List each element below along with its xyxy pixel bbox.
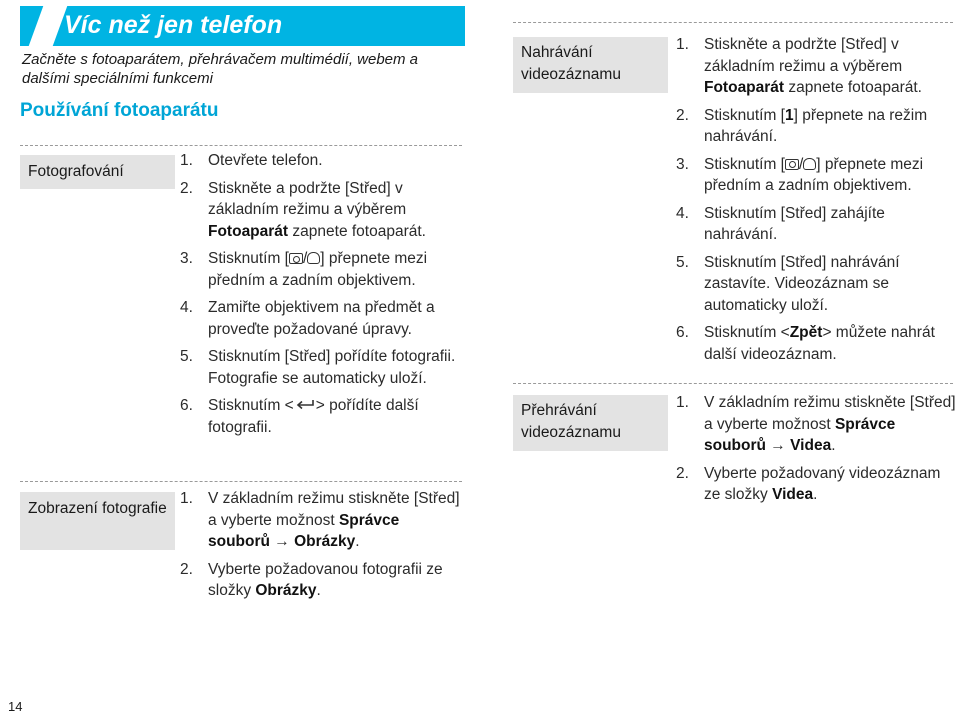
step-number: 5.	[180, 348, 193, 365]
page-number: 14	[8, 699, 23, 714]
step-text-part: .	[813, 486, 818, 503]
chapter-banner	[20, 6, 465, 46]
step-text-part: V základním režimu stiskněte [Střed] a vyberte možnost	[704, 394, 956, 433]
label-view-photo: Zobrazení fotografie	[20, 492, 175, 550]
step-item	[180, 248, 465, 291]
step-text-part: Stisknutím [	[704, 106, 785, 124]
back-arrow-icon	[294, 398, 316, 412]
step-text-part: .	[355, 533, 360, 550]
step-text	[208, 248, 465, 291]
step-text-part: .	[831, 437, 836, 454]
step-text-part: Stisknutím <	[208, 397, 294, 414]
section-title: Používání fotoaparátu	[20, 100, 219, 121]
menu-path-arrow: →	[766, 437, 791, 454]
chapter-intro: Začněte s fotoaparátem, přehrávačem multimédií, webem a dalšími speciálními funkcemi	[22, 51, 419, 87]
step-text-part: zapnete fotoaparát.	[784, 79, 922, 96]
step-item	[180, 346, 465, 389]
step-text-part: ] přepnete mezi předním a zadním objektivem.	[704, 155, 924, 194]
step-text-part: ] přepnete mezi předním a zadním objektivem.	[208, 250, 428, 289]
step-text-part: V základním režimu stiskněte [Střed] a vyberte možnost	[208, 490, 460, 529]
chapter-title: Víc než jen telefon	[64, 11, 283, 39]
step-text-part: .	[316, 582, 321, 599]
step-number: 6.	[180, 397, 193, 414]
step-item	[676, 34, 956, 99]
folder-videos: Videa	[772, 486, 814, 503]
step-text-part: zapnete fotoaparát.	[288, 222, 426, 240]
step-text-part: Vyberte požadovanou fotografii ze složky	[208, 560, 443, 599]
step-number: 5.	[676, 253, 689, 271]
icon-separator: /	[798, 155, 804, 173]
camera-icon	[785, 159, 799, 170]
step-number: 1.	[676, 394, 689, 411]
step-item	[676, 203, 956, 246]
label-play-video: Přehrávání videozáznamu	[513, 395, 668, 451]
divider	[513, 383, 953, 384]
label-record-video: Nahrávání videozáznamu	[513, 37, 668, 93]
menu-path-arrow: →	[270, 533, 295, 550]
step-text: Zamiřte objektivem na předmět a proveďte požadované úpravy.	[208, 299, 435, 338]
divider	[20, 145, 462, 146]
steps-play-video	[676, 392, 956, 512]
step-item	[180, 488, 465, 553]
step-item	[676, 252, 956, 317]
step-text	[208, 395, 465, 438]
step-text	[704, 322, 956, 365]
step-text-part: Stisknutím <	[704, 324, 790, 341]
step-text	[704, 105, 956, 148]
step-text: Stisknutím [Střed] zahájíte nahrávání.	[704, 204, 885, 243]
icon-separator: /	[302, 250, 308, 267]
menu-option-videos: Videa	[790, 437, 832, 454]
step-item	[676, 105, 956, 148]
step-text	[704, 392, 956, 457]
key-1: 1	[784, 106, 794, 124]
step-text-part: Stisknutím [	[208, 250, 289, 267]
menu-option-camera: Fotoaparát	[704, 79, 785, 96]
step-item	[676, 392, 956, 457]
step-text	[704, 463, 956, 506]
step-item	[180, 297, 465, 340]
camera-icon	[289, 253, 303, 264]
menu-option-file-manager: Správce souborů	[704, 415, 896, 454]
step-text: Stisknutím [Střed] nahrávání zastavíte. Videozáznam se automaticky uloží.	[704, 253, 900, 314]
step-text	[704, 154, 956, 197]
step-text: Stisknutím [Střed] pořídíte fotografii. Fotografie se automaticky uloží.	[208, 348, 456, 387]
banner-stripe	[29, 6, 68, 46]
steps-view-photo	[180, 488, 465, 608]
step-text-part: Stiskněte a podržte [Střed] v základním režimu a výběrem	[704, 36, 903, 75]
step-item	[180, 559, 465, 602]
step-number: 6.	[676, 324, 689, 341]
step-item	[180, 178, 465, 243]
steps-take-photo	[180, 150, 465, 444]
menu-option-file-manager: Správce souborů	[208, 511, 400, 550]
step-number: 4.	[180, 299, 193, 316]
step-text-part: Stisknutím [	[704, 155, 785, 173]
step-item	[180, 150, 465, 172]
step-text-part: ] přepnete na režim nahrávání.	[704, 106, 928, 145]
step-number: 1.	[180, 152, 193, 169]
step-number: 2.	[180, 179, 193, 197]
front-camera-icon	[803, 158, 816, 170]
step-text-part: Vyberte požadovaný videozáznam ze složky	[704, 464, 941, 503]
step-item	[676, 322, 956, 365]
steps-record-video	[676, 34, 956, 371]
label-take-photo: Fotografování	[20, 155, 175, 189]
step-text-part: Stiskněte a podržte [Střed] v základním režimu a výběrem	[208, 179, 407, 218]
step-text-part: > můžete nahrát další videozáznam.	[704, 324, 935, 363]
step-text	[704, 34, 956, 99]
step-number: 2.	[676, 464, 689, 482]
divider	[20, 481, 462, 482]
step-number: 3.	[180, 250, 193, 267]
step-text	[208, 178, 465, 243]
step-item	[676, 463, 956, 506]
menu-option-images: Obrázky	[294, 533, 356, 550]
step-number: 4.	[676, 204, 689, 222]
folder-images: Obrázky	[255, 582, 317, 599]
menu-option-camera: Fotoaparát	[208, 222, 289, 240]
step-number: 2.	[180, 560, 193, 578]
softkey-back: Zpět	[789, 324, 823, 341]
step-text	[208, 488, 465, 553]
step-item	[180, 395, 465, 438]
step-number: 3.	[676, 155, 689, 173]
front-camera-icon	[307, 252, 320, 264]
step-text-part: > pořídíte další fotografii.	[208, 397, 419, 436]
divider	[513, 22, 953, 23]
step-item	[676, 154, 956, 197]
step-number: 2.	[676, 106, 689, 124]
step-number: 1.	[676, 36, 689, 53]
step-text	[208, 559, 465, 602]
step-number: 1.	[180, 490, 193, 507]
step-text: Otevřete telefon.	[208, 152, 323, 169]
